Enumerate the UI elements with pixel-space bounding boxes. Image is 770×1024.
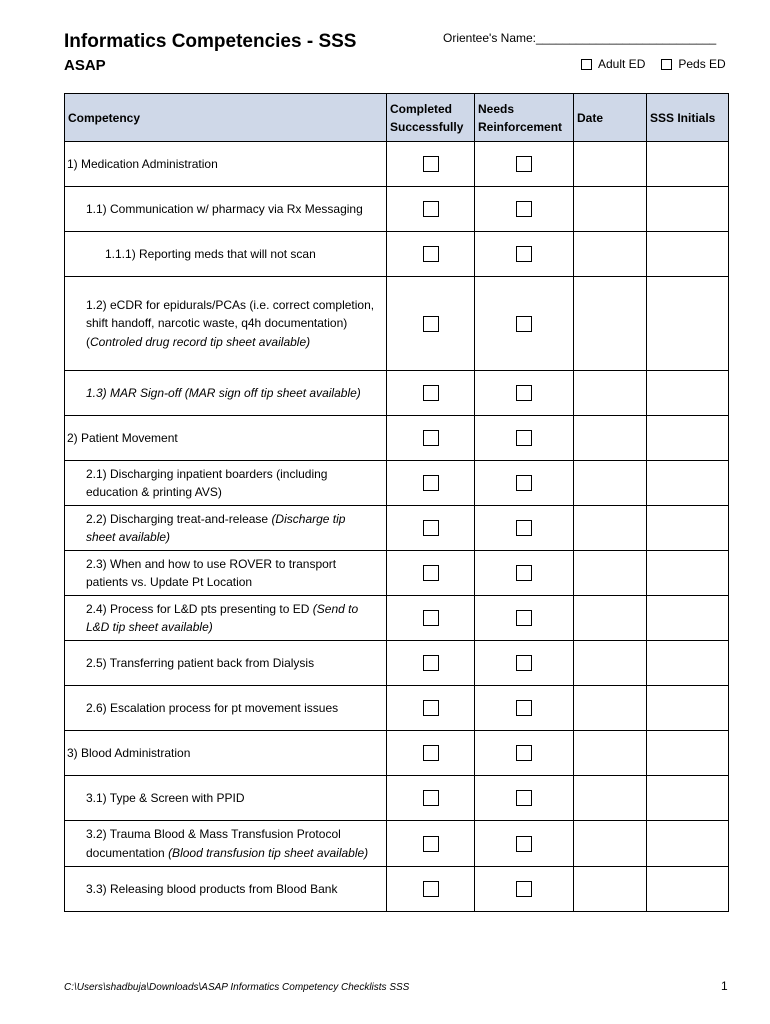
competency-cell	[65, 506, 387, 551]
completed-cell	[387, 232, 475, 277]
date-cell[interactable]	[574, 641, 647, 686]
competency-text: 1.2) eCDR for epidurals/PCAs (i.e. correct completion, shift handoff, narcotic waste, q4h documentation) (	[86, 297, 375, 349]
page-number: 1	[721, 979, 728, 993]
completed-checkbox-icon[interactable]	[423, 610, 439, 626]
needs-reinforcement-checkbox-icon[interactable]	[516, 610, 532, 626]
completed-cell	[387, 596, 475, 641]
completed-cell	[387, 776, 475, 821]
completed-checkbox-icon[interactable]	[423, 881, 439, 897]
peds-ed-label: Peds ED	[678, 57, 726, 71]
needs-reinforcement-cell	[475, 821, 574, 867]
date-cell[interactable]	[574, 187, 647, 232]
competency-table	[64, 93, 729, 912]
tip-sheet-note: 1.3) MAR Sign-off (MAR sign off tip sheet available)	[86, 385, 361, 400]
competency-cell	[65, 776, 387, 821]
needs-reinforcement-checkbox-icon[interactable]	[516, 790, 532, 806]
tip-sheet-note: Controled drug record tip sheet available)	[90, 334, 311, 349]
date-cell[interactable]	[574, 731, 647, 776]
tip-sheet-note: (Send to L&D tip sheet available)	[86, 601, 359, 634]
competency-cell	[65, 371, 387, 416]
table-row	[65, 821, 729, 867]
completed-checkbox-icon[interactable]	[423, 520, 439, 536]
needs-reinforcement-cell	[475, 641, 574, 686]
needs-reinforcement-checkbox-icon[interactable]	[516, 565, 532, 581]
competency-text: 2.2) Discharging treat-and-release	[86, 511, 272, 526]
table-row	[65, 232, 729, 277]
completed-cell	[387, 867, 475, 912]
completed-cell	[387, 731, 475, 776]
table-row	[65, 551, 729, 596]
sss-initials-cell[interactable]	[647, 461, 729, 506]
competency-cell	[65, 867, 387, 912]
needs-reinforcement-checkbox-icon[interactable]	[516, 475, 532, 491]
competency-cell	[65, 277, 387, 371]
competency-cell	[65, 551, 387, 596]
competency-cell	[65, 731, 387, 776]
sss-initials-cell[interactable]	[647, 142, 729, 187]
needs-reinforcement-cell	[475, 867, 574, 912]
competency-cell	[65, 596, 387, 641]
completed-cell	[387, 686, 475, 731]
completed-checkbox-icon[interactable]	[423, 700, 439, 716]
needs-reinforcement-checkbox-icon[interactable]	[516, 700, 532, 716]
competency-text: 2.5) Transferring patient back from Dialysis	[86, 655, 315, 670]
sss-initials-cell[interactable]	[647, 641, 729, 686]
table-row	[65, 776, 729, 821]
competency-text: 1.1.1) Reporting meds that will not scan	[105, 246, 316, 261]
needs-reinforcement-cell	[475, 551, 574, 596]
table-row	[65, 461, 729, 506]
table-row	[65, 641, 729, 686]
tip-sheet-note: (Discharge tip sheet available)	[86, 511, 346, 544]
competency-text: 2) Patient Movement	[67, 430, 178, 445]
column-header-sss-initials: SSS Initials	[647, 94, 729, 142]
adult-ed-label: Adult ED	[598, 57, 646, 71]
date-cell[interactable]	[574, 596, 647, 641]
adult-ed-option[interactable]	[581, 57, 645, 71]
competency-cell	[65, 187, 387, 232]
competency-text: 1) Medication Administration	[67, 156, 218, 171]
completed-checkbox-icon[interactable]	[423, 745, 439, 761]
sss-initials-cell[interactable]	[647, 187, 729, 232]
date-cell[interactable]	[574, 867, 647, 912]
completed-cell	[387, 461, 475, 506]
column-header-date: Date	[574, 94, 647, 142]
completed-cell	[387, 551, 475, 596]
completed-cell	[387, 371, 475, 416]
date-cell[interactable]	[574, 506, 647, 551]
competency-cell	[65, 461, 387, 506]
competency-text: 1.1) Communication w/ pharmacy via Rx Messaging	[86, 201, 363, 216]
table-row	[65, 187, 729, 232]
table-body	[65, 142, 729, 912]
completed-checkbox-icon[interactable]	[423, 790, 439, 806]
completed-checkbox-icon[interactable]	[423, 475, 439, 491]
tip-sheet-note: (Blood transfusion tip sheet available)	[168, 845, 369, 860]
needs-reinforcement-checkbox-icon[interactable]	[516, 385, 532, 401]
competency-text: 2.3) When and how to use ROVER to transport patients vs. Update Pt Location	[86, 556, 337, 589]
competency-cell	[65, 232, 387, 277]
column-header-needs-reinforcement: Needs Reinforcement	[475, 94, 574, 142]
competency-text: 2.1) Discharging inpatient boarders (including education & printing AVS)	[86, 466, 328, 499]
completed-cell	[387, 277, 475, 371]
needs-reinforcement-checkbox-icon[interactable]	[516, 430, 532, 446]
completed-checkbox-icon[interactable]	[423, 385, 439, 401]
completed-checkbox-icon[interactable]	[423, 246, 439, 262]
sss-initials-cell[interactable]	[647, 506, 729, 551]
peds-ed-option[interactable]	[661, 57, 725, 71]
sss-initials-cell[interactable]	[647, 867, 729, 912]
needs-reinforcement-checkbox-icon[interactable]	[516, 881, 532, 897]
date-cell[interactable]	[574, 232, 647, 277]
competency-text: 2.4) Process for L&D pts presenting to ED	[86, 601, 313, 616]
table-row	[65, 686, 729, 731]
competency-cell	[65, 686, 387, 731]
sss-initials-cell[interactable]	[647, 232, 729, 277]
date-cell[interactable]	[574, 277, 647, 371]
footer-file-path: C:\Users\shadbuja\Downloads\ASAP Informatics Competency Checklists SSS	[64, 982, 410, 993]
completed-cell	[387, 821, 475, 867]
needs-reinforcement-cell	[475, 596, 574, 641]
needs-reinforcement-checkbox-icon[interactable]	[516, 655, 532, 671]
table-row	[65, 731, 729, 776]
adult-ed-checkbox-icon[interactable]	[581, 59, 592, 70]
sss-initials-cell[interactable]	[647, 821, 729, 867]
needs-reinforcement-cell	[475, 277, 574, 371]
competency-cell	[65, 142, 387, 187]
ed-options	[581, 57, 726, 71]
table-row	[65, 277, 729, 371]
table-row	[65, 867, 729, 912]
column-header-completed: Completed Successfully	[387, 94, 475, 142]
completed-checkbox-icon[interactable]	[423, 316, 439, 332]
needs-reinforcement-checkbox-icon[interactable]	[516, 316, 532, 332]
competency-cell	[65, 821, 387, 867]
sss-initials-cell[interactable]	[647, 551, 729, 596]
needs-reinforcement-cell	[475, 187, 574, 232]
completed-cell	[387, 506, 475, 551]
completed-checkbox-icon[interactable]	[423, 836, 439, 852]
sss-initials-cell[interactable]	[647, 277, 729, 371]
needs-reinforcement-cell	[475, 731, 574, 776]
competency-text: 2.6) Escalation process for pt movement issues	[86, 700, 339, 715]
needs-reinforcement-checkbox-icon[interactable]	[516, 745, 532, 761]
date-cell[interactable]	[574, 461, 647, 506]
completed-cell	[387, 416, 475, 461]
table-row	[65, 416, 729, 461]
needs-reinforcement-cell	[475, 686, 574, 731]
column-header-competency: Competency	[65, 94, 387, 142]
needs-reinforcement-cell	[475, 461, 574, 506]
sss-initials-cell[interactable]	[647, 686, 729, 731]
needs-reinforcement-checkbox-icon[interactable]	[516, 520, 532, 536]
completed-checkbox-icon[interactable]	[423, 156, 439, 172]
competency-text: 3.2) Trauma Blood & Mass Transfusion Protocol documentation	[86, 827, 341, 860]
date-cell[interactable]	[574, 551, 647, 596]
completed-checkbox-icon[interactable]	[423, 201, 439, 217]
date-cell[interactable]	[574, 686, 647, 731]
page-subtitle: ASAP	[64, 57, 106, 74]
needs-reinforcement-checkbox-icon[interactable]	[516, 836, 532, 852]
table-header-row	[65, 94, 729, 142]
competency-text: 3.3) Releasing blood products from Blood Bank	[86, 881, 338, 896]
table-row	[65, 596, 729, 641]
needs-reinforcement-checkbox-icon[interactable]	[516, 156, 532, 172]
page-title: Informatics Competencies - SSS	[64, 31, 357, 52]
completed-cell	[387, 641, 475, 686]
needs-reinforcement-cell	[475, 506, 574, 551]
date-cell[interactable]	[574, 142, 647, 187]
completed-checkbox-icon[interactable]	[423, 565, 439, 581]
competency-text: 3) Blood Administration	[67, 745, 191, 760]
sss-initials-cell[interactable]	[647, 371, 729, 416]
needs-reinforcement-cell	[475, 371, 574, 416]
sss-initials-cell[interactable]	[647, 416, 729, 461]
completed-cell	[387, 142, 475, 187]
completed-checkbox-icon[interactable]	[423, 430, 439, 446]
needs-reinforcement-checkbox-icon[interactable]	[516, 201, 532, 217]
needs-reinforcement-cell	[475, 416, 574, 461]
date-cell[interactable]	[574, 371, 647, 416]
peds-ed-checkbox-icon[interactable]	[661, 59, 672, 70]
needs-reinforcement-cell	[475, 232, 574, 277]
needs-reinforcement-cell	[475, 776, 574, 821]
needs-reinforcement-cell	[475, 142, 574, 187]
needs-reinforcement-checkbox-icon[interactable]	[516, 246, 532, 262]
date-cell[interactable]	[574, 776, 647, 821]
date-cell[interactable]	[574, 821, 647, 867]
table-row	[65, 371, 729, 416]
completed-cell	[387, 187, 475, 232]
table-row	[65, 142, 729, 187]
completed-checkbox-icon[interactable]	[423, 655, 439, 671]
competency-cell	[65, 641, 387, 686]
competency-cell	[65, 416, 387, 461]
sss-initials-cell[interactable]	[647, 776, 729, 821]
date-cell[interactable]	[574, 416, 647, 461]
orientee-name-field[interactable]: Orientee's Name:___________________________	[443, 31, 717, 45]
sss-initials-cell[interactable]	[647, 731, 729, 776]
table-row	[65, 506, 729, 551]
sss-initials-cell[interactable]	[647, 596, 729, 641]
competency-text: 3.1) Type & Screen with PPID	[86, 790, 245, 805]
